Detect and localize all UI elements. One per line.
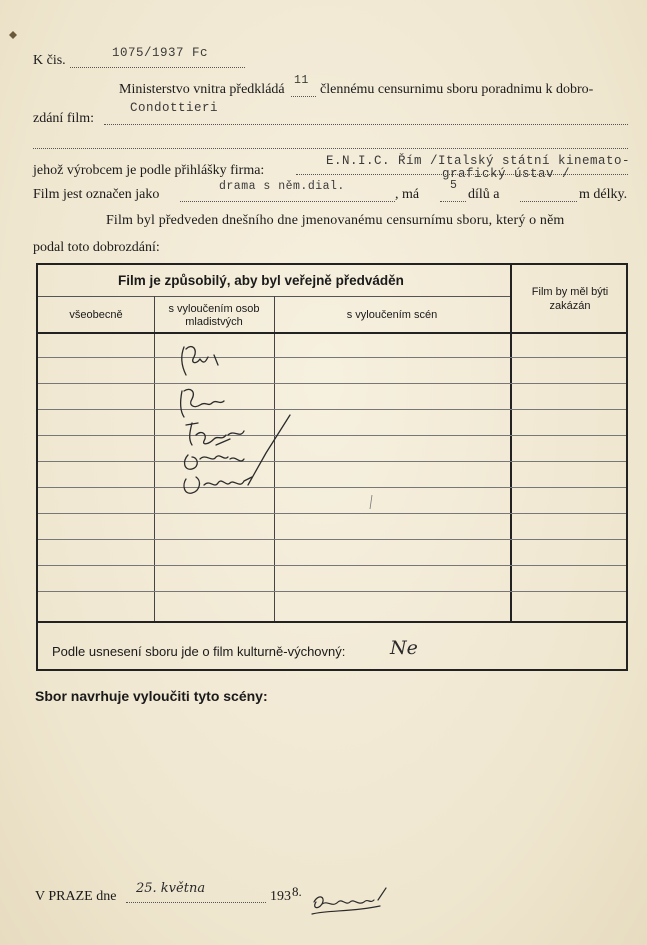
col-youth-header-2: mladistvých [185, 316, 243, 328]
row-line [38, 357, 626, 358]
col-divider-1 [154, 296, 155, 621]
year-prefix: 193 [270, 889, 291, 904]
designation-label: Film jest označen jako [33, 187, 160, 202]
row-line [38, 487, 626, 488]
intro-text-2: člennému censurnimu sboru poradnimu k dobro- [320, 82, 594, 97]
year-suffix: 8. [292, 884, 302, 899]
producer-value-line2: grafický ústav / [442, 167, 571, 181]
parts-dots [440, 201, 466, 202]
length-dots [520, 201, 577, 202]
ref-label: K čis. [33, 53, 66, 68]
pencil-mark [366, 493, 376, 513]
row-line [38, 409, 626, 410]
ref-value: 1075/1937 Fc [112, 46, 209, 60]
parts-count: 5 [450, 179, 458, 192]
designation-value: drama s něm.dial. [219, 180, 345, 193]
cultural-divider [38, 621, 626, 623]
ref-dots [70, 67, 245, 68]
intro-text-1: Ministerstvo vnitra předkládá [119, 82, 285, 97]
row-line [38, 539, 626, 540]
row-line [38, 591, 626, 592]
col-banned-header-2: zakázán [549, 300, 591, 312]
row-line [38, 565, 626, 566]
row-line [38, 513, 626, 514]
date-dots [126, 902, 266, 903]
designation-dots [180, 201, 395, 202]
committee-signatures [156, 335, 316, 505]
banned-col-divider [510, 265, 512, 621]
film-title-dots [104, 124, 628, 125]
parts-label: dílů a [468, 187, 500, 202]
row-line [38, 461, 626, 462]
date-handwritten: 25. května [136, 881, 206, 896]
length-label: m délky. [579, 187, 628, 202]
cultural-label: Podle usnesení sboru jde o film kulturně-výchovný: [52, 644, 346, 659]
col-general-header: všeobecně [69, 309, 123, 321]
header-bottom-line [38, 332, 626, 334]
place-date-label: V PRAZE dne [35, 889, 117, 904]
row-line [38, 435, 626, 436]
blank-dots-line [33, 148, 628, 149]
col-banned-header-1: Film by měl býti [531, 286, 609, 298]
presented-line1: Film byl předveden dnešního dne jmenovanému censurnímu sboru, který o něm [106, 213, 565, 228]
col-scenes-header: s vyloučením scén [346, 309, 438, 321]
corner-mark-icon [6, 28, 20, 42]
producer-label: jehož výrobcem je podle přihlášky firma: [33, 163, 265, 178]
members-count: 11 [294, 74, 309, 87]
cultural-value: Ne [390, 637, 418, 659]
scenes-heading: Sbor navrhuje vyloučiti tyto scény: [35, 688, 268, 704]
row-line [38, 383, 626, 384]
presented-line2: podal toto dobrozdání: [33, 240, 160, 255]
designation-ma: , má [395, 187, 420, 202]
verdict-table [36, 263, 628, 671]
chairman-signature [308, 884, 392, 924]
table-group-header: Film je způsobilý, aby byl veřejně předváděn [118, 273, 404, 288]
producer-value-line1: E.N.I.C. Řím /Italský státní kinemato- [326, 154, 631, 168]
members-dots [291, 96, 316, 97]
col-youth-header-1: s vyloučením osob [168, 303, 260, 315]
intro-text-3: zdání film: [33, 111, 95, 126]
film-title: Condottieri [130, 101, 219, 115]
